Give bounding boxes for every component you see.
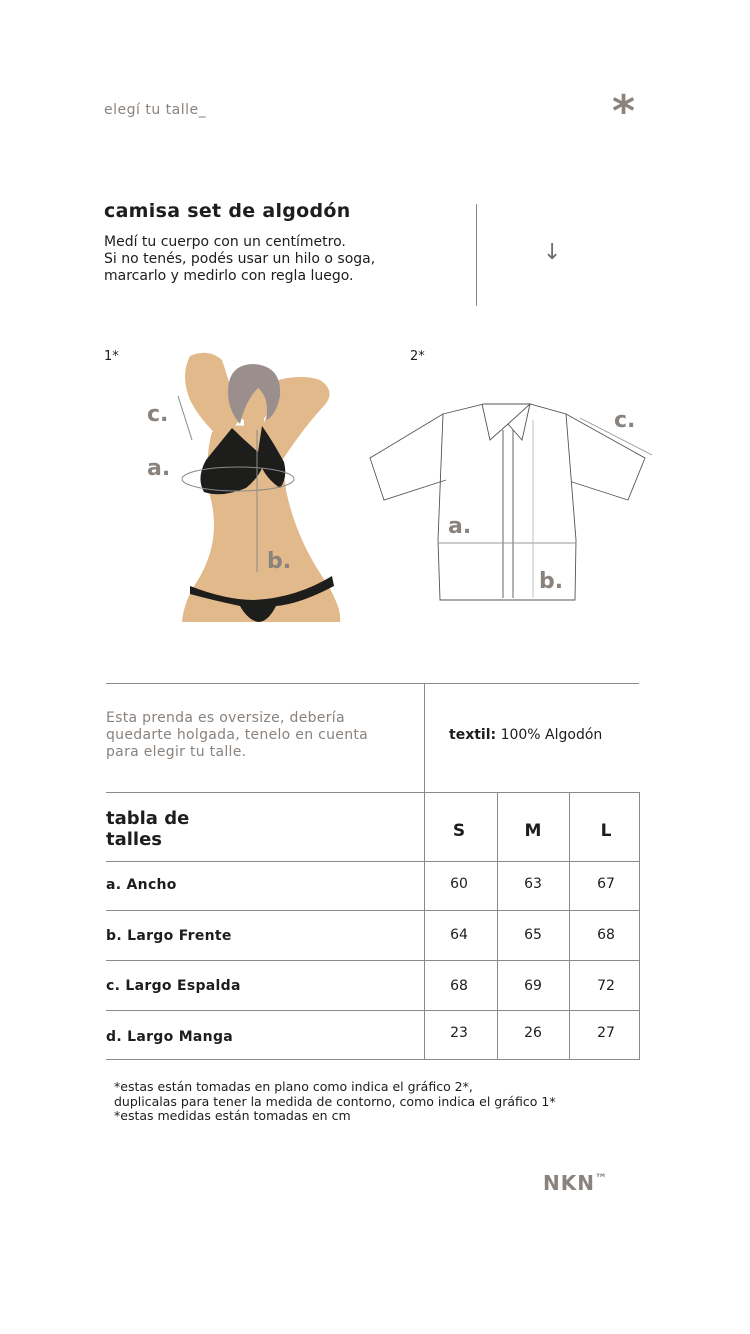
table-row-border [106,792,639,793]
note-line: Esta prenda es oversize, debería [106,710,345,726]
footnote-line: *estas están tomadas en plano como indica el gráfico 2*, [114,1079,473,1094]
fig1-label-a: a. [147,456,171,481]
page-kicker: elegí tu talle_ [104,102,207,118]
description-line: marcarlo y medirlo con regla luego. [104,268,354,284]
size-header-s: S [452,821,466,841]
table-top-border [106,683,639,684]
footnote-line: duplicalas para tener la medida de contorno, como indica el gráfico 1* [114,1093,556,1109]
table-row-border [106,960,639,961]
footnote-line: *estas medidas están tomadas en cm [114,1108,351,1123]
textil-label: textil: [449,727,497,743]
fig2-label-a: a. [448,514,472,539]
table-cell: 63 [524,876,542,892]
fig2-label-b: b. [539,569,564,594]
row-label-largo-espalda: c. Largo Espalda [106,978,241,994]
note-line: para elegir tu talle. [106,744,247,760]
table-cell: 68 [450,978,468,994]
table-cell: 68 [597,927,615,943]
footnotes [114,1080,556,1124]
size-header-l: L [600,821,612,841]
table-row-border [106,910,639,911]
size-header-m: M [524,821,542,841]
table-row-border [106,861,639,862]
table-cell: 27 [597,1025,615,1041]
table-cell: 60 [450,876,468,892]
fig1-label-b: b. [267,549,292,574]
description-line: Si no tenés, podés usar un hilo o soga, [104,251,376,267]
table-cell: 65 [524,927,542,943]
row-label-ancho: a. Ancho [106,877,177,893]
table-cell: 69 [524,978,542,994]
brand-logo [543,1171,608,1195]
brand-name: NKN [543,1171,595,1195]
arrow-down-icon: ↓ [543,240,562,265]
fig1-label-c: c. [147,402,169,427]
table-row-border [106,1010,639,1011]
table-bottom-border [106,1059,639,1060]
title-line: tabla de [106,808,190,829]
table-cell: 67 [597,876,615,892]
asterisk-icon: * [612,86,636,137]
oversize-note [106,710,416,761]
row-label-largo-manga: d. Largo Manga [106,1029,234,1045]
figure-2-number: 2* [410,349,425,364]
fig2-label-c: c. [614,408,636,433]
trademark-mark: ™ [594,1171,608,1186]
table-divider [424,683,425,1060]
size-table-title [106,808,189,850]
col-divider [569,792,570,1060]
table-cell: 26 [524,1025,542,1041]
title-line: talles [106,829,163,850]
shirt-illustration [370,404,652,600]
figure-1-number: 1* [104,349,119,364]
description-line: Medí tu cuerpo con un centímetro. [104,234,346,250]
product-title: camisa set de algodón [104,200,351,222]
table-cell: 23 [450,1025,468,1041]
row-label-largo-frente: b. Largo Frente [106,928,232,944]
table-cell: 64 [450,927,468,943]
textil-value: 100% Algodón [500,727,603,743]
note-line: quedarte holgada, tenelo en cuenta [106,727,369,743]
table-cell: 72 [597,978,615,994]
textil-info [449,727,602,743]
